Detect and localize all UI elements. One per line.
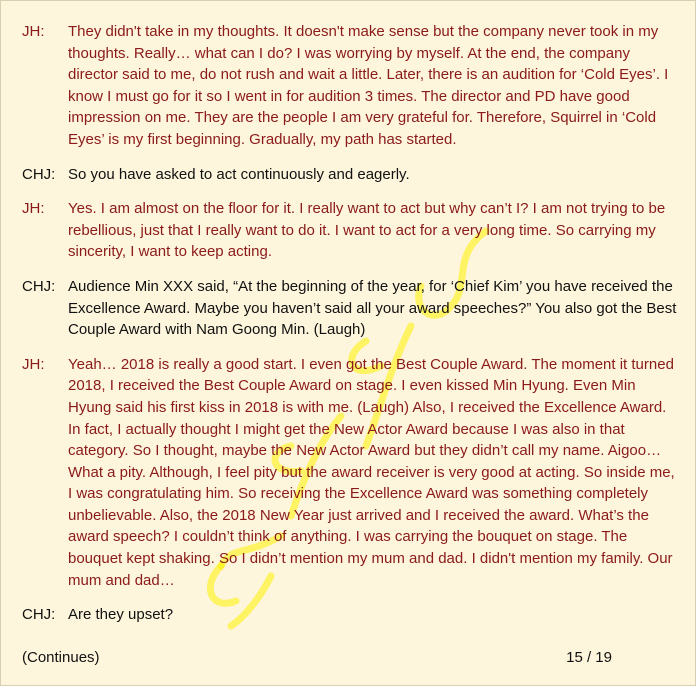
speech-text: Audience Min XXX said, “At the beginning of the year, for ‘Chief Kim’ you have received the Excellence Award. Maybe you haven’t said all your award speeches?” You also got the Best Couple Award with Nam Goong Min. (Laugh): [68, 277, 677, 339]
speaker-label: CHJ:: [22, 606, 56, 624]
transcript-entry: [1, 198, 696, 263]
transcript-entry: [1, 21, 696, 151]
transcript-entry: [1, 354, 696, 592]
speech-text: Yeah… 2018 is really a good start. I even got the Best Couple Award. The moment it turned 2018, I received the Best Couple Award on stage. I even kissed Min Hyung. Even Min Hyung said his first kiss in 2018 is with me. (Laugh) Also, I received the Excellence Award. In fact, I actually thought I might get the New Actor Award because I was also in that category. So I thought, maybe the New Actor Award but they didn’t call my name. Aigoo… What a pity. Although, I feel pity but the award receiver is very good at acting. So inside me, I was congratulating him. So receiving the Excellence Award was something completely unbelievable. Also, the 2018 New Year just arrived and I received the award. What’s the award speech? I couldn’t think of anything. I was carrying the bouquet on stage. The bouquet kept shaking. So I didn’t mention my mum and dad. I didn't mention my family. Our mum and dad…: [68, 355, 675, 589]
page-number: 15 / 19: [566, 649, 612, 666]
speech-text: They didn't take in my thoughts. It doesn't make sense but the company never took in my thoughts. Really… what can I do? I was worrying by myself. At the end, the company director said to me, do not rush and wait a little. Later, there is an audition for ‘Cold Eyes’. I know I must go for it so I went in for audition 3 times. The director and PD have good impression on me. They are the people I am very grateful for. Therefore, Squirrel in ‘Cold Eyes’ is my first beginning. Gradually, my path has started.: [68, 23, 669, 148]
transcript: [1, 21, 696, 639]
speech-text: Are they upset?: [68, 606, 174, 624]
speech-text: So you have asked to act continuously and eagerly.: [68, 165, 410, 183]
speaker-label: CHJ:: [22, 277, 56, 295]
speaker-label: JH:: [22, 200, 45, 218]
speech-text: Yes. I am almost on the floor for it. I really want to act but why can’t I? I am not trying to be rebellious, just that I really want to do it. I want to act for a very long time. So carrying my sincerity, I want to keep acting.: [68, 200, 666, 261]
transcript-entry: [1, 164, 696, 186]
page-footer: [22, 647, 612, 669]
speaker-label: JH:: [22, 355, 45, 373]
continues-label: (Continues): [22, 649, 100, 666]
transcript-entry: [1, 604, 696, 626]
speaker-label: CHJ:: [22, 165, 56, 183]
transcript-entry: [1, 276, 696, 341]
speaker-label: JH:: [22, 23, 45, 40]
